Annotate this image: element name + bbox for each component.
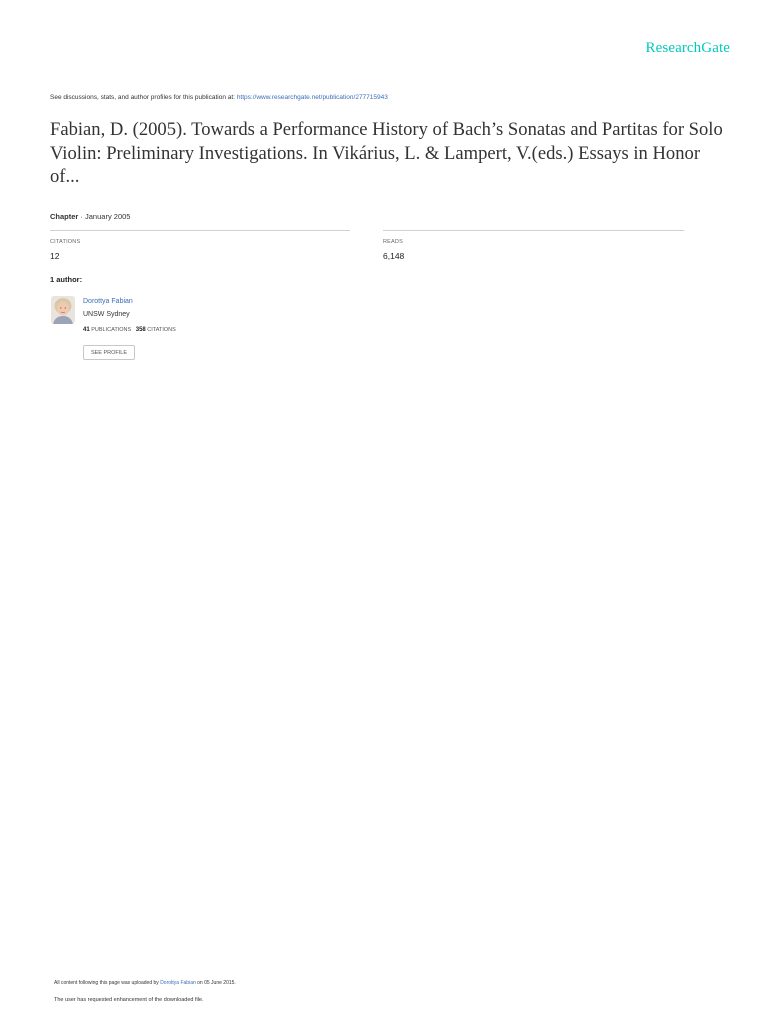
citations-divider [50, 230, 350, 231]
publication-title: Fabian, D. (2005). Towards a Performance History of Bach’s Sonatas and Partitas for Solo Violin: Preliminary Investigations. In Vikárius, L. & Lampert, V.(eds.) Essays in Honor of... [50, 119, 723, 187]
author-publications-count: 41 [83, 327, 90, 333]
enhancement-note: The user has requested enhancement of the downloaded file. [54, 997, 204, 1003]
author-citations-label: CITATIONS [147, 327, 176, 333]
publication-meta [50, 212, 130, 221]
researchgate-logo[interactable]: ResearchGate [645, 40, 730, 56]
discussion-notice [50, 94, 388, 101]
publication-date: January 2005 [85, 212, 131, 221]
authors-heading: 1 author: [50, 275, 83, 284]
meta-separator: · [78, 212, 86, 221]
reads-label: READS [383, 239, 403, 245]
publication-link[interactable]: https://www.researchgate.net/publication/277715943 [236, 94, 388, 101]
upload-prefix: All content following this page was uploaded by [54, 980, 159, 986]
author-stats [83, 327, 176, 333]
upload-notice [54, 980, 236, 986]
citations-label: CITATIONS [50, 239, 81, 245]
author-institution: UNSW Sydney [83, 311, 130, 318]
citations-count: 12 [50, 251, 60, 261]
uploader-link[interactable]: Dorottya Fabian [160, 980, 196, 986]
author-publications-label: PUBLICATIONS [91, 327, 132, 333]
publication-type: Chapter [50, 212, 79, 221]
author-citations-count: 358 [135, 327, 146, 333]
author-avatar[interactable] [51, 296, 75, 324]
reads-divider [383, 230, 684, 231]
see-profile-button[interactable]: SEE PROFILE [83, 345, 135, 360]
author-name-link[interactable]: Dorottya Fabian [83, 298, 133, 305]
discussion-text: See discussions, stats, and author profiles for this publication at: [50, 94, 235, 101]
upload-suffix: on 05 June 2015. [197, 980, 236, 986]
author-photo-icon [51, 296, 75, 324]
reads-count: 6,148 [383, 251, 405, 261]
